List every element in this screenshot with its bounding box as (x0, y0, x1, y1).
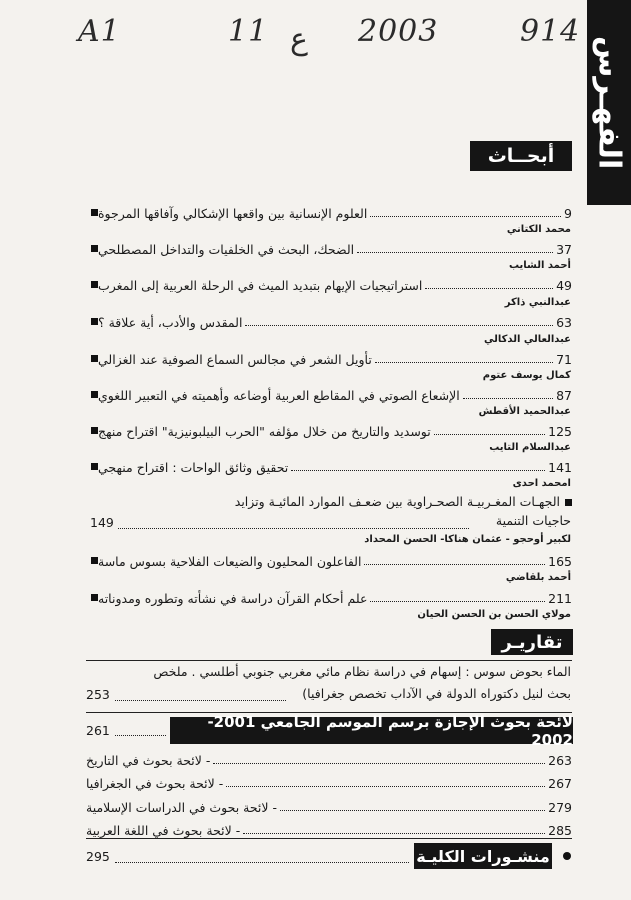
bullet-icon (91, 209, 98, 216)
dot-leader (291, 470, 545, 471)
entry-page: 149 (90, 515, 114, 530)
report-line1: الماء بحوض سوس : إسهام في دراسة نظام مائي مغربي جنوبي أطلسي . ملخص (153, 664, 571, 679)
entry-title: العلوم الإنسانية بين واقعها الإشكالي وآفاقها المرجوة (98, 206, 368, 221)
section-research-header (470, 141, 572, 171)
handwritten-day: 11 (228, 14, 269, 49)
handwritten-ref: A1 (78, 14, 121, 49)
entry-long-title-text: الجهـات المغـربيـة الصحـراوية بين ضعـف الموارد المائيـة وتزايد (234, 494, 560, 509)
dot-leader (213, 763, 545, 764)
dot-leader (226, 786, 545, 787)
dot-leader (243, 833, 545, 834)
bullet-icon (91, 391, 98, 398)
handwritten-number: 914 (520, 14, 581, 49)
entry-page: 9 (564, 206, 572, 221)
bullet-icon (565, 499, 572, 506)
entry-page: 49 (556, 278, 572, 293)
bullet-icon (91, 594, 98, 601)
thesis-page: 267 (548, 776, 572, 791)
toc-entry (86, 310, 572, 330)
section-thesis-header (170, 712, 573, 749)
entry-author: عبدالنبي ذاكر (504, 297, 571, 308)
thesis-page: 263 (548, 753, 572, 768)
entry-long-title-line2: حاجيات التنمية (495, 513, 571, 528)
entry-page: 37 (556, 242, 572, 257)
entry-title: استراتيجيات الإيهام بتبديد الميث في الرحلة العربية إلى المغرب (98, 278, 423, 293)
report-line2: بحث لنيل دكتوراه الدولة في الآداب تخصص جغرافيا) (302, 686, 571, 701)
toc-entry (86, 455, 572, 475)
entry-author: عبدالحميد الأقطش (478, 406, 571, 417)
thesis-title: - لائحة بحوث في الجغرافيا (86, 776, 224, 791)
entry-title: الضحك، البحث في الخلفيات والتداخل المصطلحي (98, 242, 355, 257)
toc-entry (86, 419, 572, 439)
toc-entry (86, 586, 572, 606)
bullet-icon (91, 281, 98, 288)
handwritten-year: 2003 (358, 14, 439, 49)
entry-page: 71 (556, 352, 572, 367)
thesis-page: 285 (548, 823, 572, 838)
thesis-list-page: 261 (86, 723, 110, 738)
section-research-title: أبحــاث (487, 145, 555, 167)
section-reports-title: تقاريـر (501, 631, 563, 653)
entry-author: محمد الكتاني (506, 224, 571, 235)
section-publications-header (414, 843, 552, 869)
entry-title: الفاعلون المحليون والضيعات الفلاحية بسوس ماسة (98, 554, 362, 569)
toc-entry (86, 273, 572, 293)
bullet-icon (91, 463, 98, 470)
dot-leader (118, 528, 469, 529)
thesis-entry (86, 818, 572, 838)
dot-leader (115, 735, 166, 736)
report-page: 253 (86, 687, 110, 702)
entry-page: 87 (556, 388, 572, 403)
section-rule (86, 838, 572, 839)
index-side-tab-label: الفهـرس (591, 35, 627, 170)
entry-author: امحمد احدى (512, 478, 571, 489)
toc-entry (86, 549, 572, 569)
bullet-icon (91, 427, 98, 434)
handwritten-month: ع (290, 22, 308, 57)
entry-author: عبدالعالي الدكالي (483, 334, 571, 345)
dot-leader (115, 862, 409, 863)
dot-leader (115, 700, 286, 701)
dot-leader (375, 362, 553, 363)
section-reports-header (491, 629, 573, 655)
bullet-icon (91, 355, 98, 362)
entry-author: لكبير أوحجو - عثمان هناكا- الحسن المحداد (364, 534, 571, 545)
thesis-page: 279 (548, 800, 572, 815)
dot-leader (434, 434, 545, 435)
thesis-entry (86, 748, 572, 768)
index-side-tab (587, 0, 631, 205)
entry-title: توسديد والتاريخ من خلال مؤلفه "الحرب البيلبونيزية" اقتراح منهج (98, 424, 431, 439)
dot-leader (357, 252, 553, 253)
thesis-title: - لائحة بحوث في الدراسات الإسلامية (86, 800, 278, 815)
bullet-icon (91, 318, 98, 325)
entry-author: أحمد بلقاضي (505, 572, 571, 583)
toc-entry (86, 347, 572, 367)
toc-entry (86, 237, 572, 257)
toc-entry (86, 383, 572, 403)
thesis-entry (86, 795, 572, 815)
dot-leader (463, 398, 553, 399)
bullet-icon (563, 852, 571, 860)
entry-author: أحمد الشايب (508, 260, 571, 271)
dot-leader (364, 564, 545, 565)
section-publications-title: منشـورات الكليـة (416, 846, 550, 866)
bullet-icon (91, 245, 98, 252)
thesis-entry (86, 771, 572, 791)
entry-author: عبدالسلام التايب (489, 442, 571, 453)
toc-entry (86, 201, 572, 221)
thesis-title: - لائحة بحوث في التاريخ (86, 753, 211, 768)
entry-page: 63 (556, 315, 572, 330)
section-rule (86, 660, 572, 661)
entry-title: المقدس والأدب، أية علاقة ؟ (98, 315, 243, 330)
entry-author: مولاي الحسن بن الحسن الحيان (417, 609, 571, 620)
dot-leader (245, 325, 553, 326)
publications-page: 295 (86, 849, 110, 864)
entry-title: الإشعاع الصوتي في المقاطع العربية أوضاعه وأهميته في التعبير اللغوي (98, 388, 460, 403)
entry-title: تحقيق وثائق الواحات : اقتراح منهجي (98, 460, 289, 475)
dot-leader (370, 216, 561, 217)
entry-title: علم أحكام القرآن دراسة في نشأته وتطوره ومدوناته (98, 591, 368, 606)
bullet-icon (91, 557, 98, 564)
entry-page: 125 (548, 424, 572, 439)
entry-page: 211 (548, 591, 572, 606)
section-thesis-title: لائحة بحوث الإجازة برسم الموسم الجامعي 2001-2002 (207, 712, 573, 749)
dot-leader (425, 288, 553, 289)
entry-page: 165 (548, 554, 572, 569)
entry-title: تأويل الشعر في مجالس السماع الصوفية عند الغزالي (98, 352, 372, 367)
dot-leader (370, 601, 545, 602)
entry-page: 141 (548, 460, 572, 475)
entry-author: كمال يوسف عتوم (482, 370, 571, 381)
thesis-title: - لائحة بحوث في اللغة العربية (86, 823, 241, 838)
entry-long-title-line1 (235, 494, 572, 509)
dot-leader (280, 810, 545, 811)
